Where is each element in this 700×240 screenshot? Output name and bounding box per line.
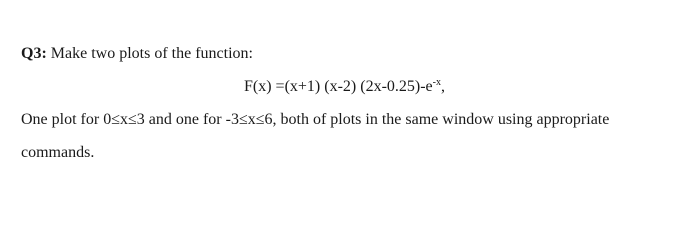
instruction-line-1: One plot for 0≤x≤3 and one for -3≤x≤6, both of plots in the same window using appropriate <box>21 111 610 128</box>
instruction-line-2: commands. <box>21 144 95 161</box>
question-heading <box>21 44 253 64</box>
formula-base: F(x) =(x+1) (x-2) (2x-0.25)-e <box>244 78 433 95</box>
question-label: Q3: <box>21 45 47 62</box>
question-prompt: Make two plots of the function: <box>50 45 253 62</box>
formula-trailing: , <box>441 78 445 95</box>
function-formula <box>244 77 445 97</box>
formula-exponent: -x <box>432 77 441 88</box>
